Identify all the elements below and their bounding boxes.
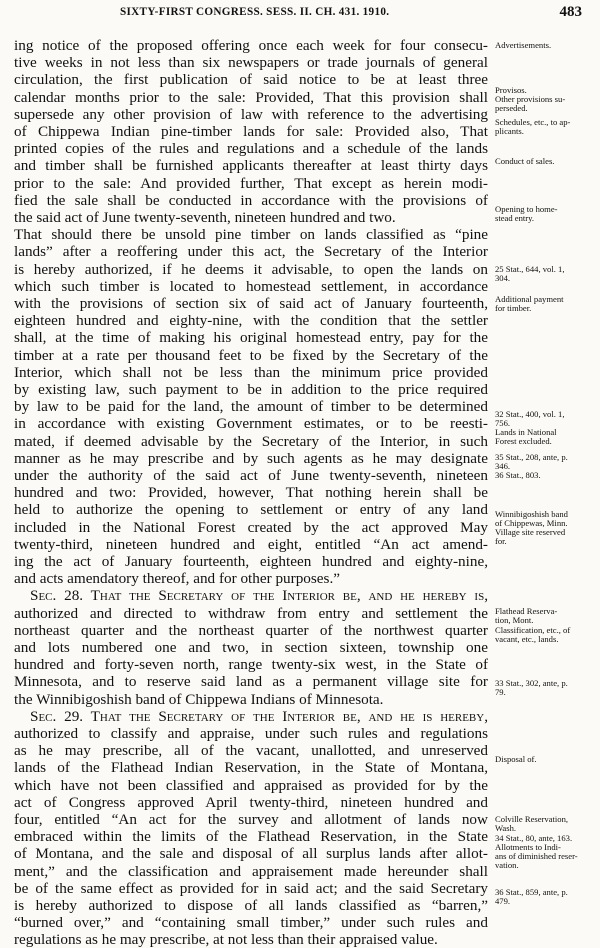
margin-note: vation.	[495, 860, 519, 870]
margin-note: Classification, etc., of	[495, 625, 571, 635]
page-number: 483	[559, 4, 582, 20]
text-line: the said act of June twenty-seventh, nineteen hundred and two.	[14, 209, 396, 226]
text-line: shall, at the time of making his original homestead entry, pay for the	[14, 329, 488, 347]
text-line: printed copies of the rules and regulations and a schedule of the lands	[14, 140, 488, 158]
margin-note: for.	[495, 536, 507, 546]
text-line: mated, if deemed advisable by the Secretary of the Interior, in such	[14, 432, 488, 450]
margin-note: tion, Mont.	[495, 615, 534, 625]
margin-note: Forest excluded.	[495, 436, 552, 446]
margin-note: vacant, etc., lands.	[495, 634, 559, 644]
margin-note: Colville Reservation,	[495, 814, 569, 824]
text-line: ing the act of January fourteenth, eighteen hundred and eighty-nine,	[14, 553, 488, 570]
margin-note: Opening to home-	[495, 204, 558, 214]
margin-note: 304.	[495, 273, 511, 283]
text-line: “burned over,” and “containing small timber,” under such rules and	[14, 914, 488, 932]
running-head: SIXTY-FIRST CONGRESS. SESS. II. CH. 431. 1910.	[120, 6, 390, 18]
text-line: authorized to classify and appraise, under such rules and regulations	[14, 725, 488, 742]
text-line: regulations as he may prescribe, at not less than their appraised value.	[14, 931, 438, 948]
text-line: act of Congress approved April twenty-third, nineteen hundred and	[14, 793, 488, 811]
margin-note: Provisos.	[495, 85, 527, 95]
text-line: embraced within the limits of the Flathead Reservation, in the State	[14, 828, 488, 846]
margin-note: Disposal of.	[495, 754, 537, 764]
text-line: the Winnibigoshish band of Chippewa Indians of Minnesota.	[14, 690, 384, 708]
text-line: is hereby authorized, if he deems it advisable, to open the lands on	[14, 260, 488, 278]
text-line: Interior, which shall not be less than the minimum price provided	[14, 363, 488, 381]
margin-note: Other provisions su-	[495, 94, 566, 104]
text-line: prior to the sale: And provided further, That except as herein modi-	[14, 174, 488, 192]
text-line: as he may prescribe, all of the vacant, unallotted, and unreserved	[14, 742, 488, 760]
text-line: and lots numbered one and two, in section sixteen, township one	[14, 639, 488, 656]
text-line: is hereby authorized to dispose of all lands classified as “barren,”	[14, 897, 488, 914]
text-line: in accordance with existing Government estimates, or to be reesti-	[14, 415, 488, 433]
text-line: be of the same effect as provided for in said act; and the said Secretary	[14, 879, 488, 897]
margin-note: of Chippewas, Minn.	[495, 518, 568, 528]
text-line: northeast quarter and the northeast quarter of the northwest quarter	[14, 621, 488, 639]
margin-note: 25 Stat., 644, vol. 1,	[495, 264, 565, 274]
text-line: by existing law, such payment to be in addition to the price required	[14, 381, 488, 398]
margin-note: stead entry.	[495, 213, 535, 223]
margin-note: Wash.	[495, 823, 517, 833]
margin-note: ans of diminished reser-	[495, 851, 578, 861]
margin-note: 479.	[495, 896, 511, 906]
running-header	[0, 6, 600, 26]
margin-note: Advertisements.	[495, 40, 552, 50]
text-line: That should there be unsold pine timber on lands classified as “pine	[14, 226, 488, 244]
text-line: lands of the Flathead Indian Reservation, in the State of Montana,	[14, 759, 488, 777]
text-line: by law to be paid for the land, the amount of timber to be determined	[14, 398, 488, 416]
margin-note: Lands in National	[495, 427, 557, 437]
margin-note: 756.	[495, 418, 511, 428]
text-line: hundred and forty-seven north, range twenty-six west, in the State of	[14, 656, 488, 674]
margin-note: plicants.	[495, 126, 524, 136]
margin-note: 33 Stat., 302, ante, p.	[495, 678, 568, 688]
margin-note: Allotments to Indi-	[495, 842, 561, 852]
text-line: circulation, the first publication of said notice to be at least three	[14, 71, 488, 89]
text-line: under the authority of the said act of June twenty-seventh, nineteen	[14, 467, 488, 484]
text-line: with the provisions of section six of said act of January fourteenth,	[14, 295, 488, 312]
margin-note: Village site reserved	[495, 527, 566, 537]
margin-note: 34 Stat., 80, ante, 163.	[495, 833, 573, 843]
margin-note: Additional payment	[495, 294, 564, 304]
text-line: Minnesota, and to reserve said land as a permanent village site for	[14, 673, 488, 691]
margin-note: 346.	[495, 461, 511, 471]
text-line: and timber shall be furnished applicants thereafter at least thirty days	[14, 157, 488, 175]
margin-note: Conduct of sales.	[495, 156, 555, 166]
text-line: timber at a rate per thousand feet to be fixed by the Secretary of the	[14, 346, 488, 364]
margin-note: Winnibigoshish band	[495, 509, 568, 519]
margin-note: 36 Stat., 803.	[495, 470, 541, 480]
text-line: supersede any other provision of law with reference to the advertising	[14, 105, 488, 123]
text-line: ment,” and the classification and appraisement made hereunder shall	[14, 862, 488, 880]
text-line: hundred and two: Provided, however, That nothing herein shall be	[14, 484, 488, 502]
text-line: manner as he may prescribe and by such agents as he may designate	[14, 449, 488, 467]
text-line: held to authorize the opening to settlement or entry of any land	[14, 501, 488, 519]
margin-note: 36 Stat., 859, ante, p.	[495, 887, 568, 897]
text-line: of Chippewa Indian pine-timber lands for sale: Provided also, That	[14, 123, 488, 140]
margin-note: for timber.	[495, 303, 532, 313]
text-line: included in the National Forest created by the act approved May	[14, 518, 488, 536]
text-line: eighteen hundred and eighty-nine, with the condition that the settler	[14, 312, 488, 330]
text-line: twenty-third, nineteen hundred and eight, entitled “An act amend-	[14, 535, 488, 553]
text-line: tive weeks in not less than six newspapers or trade journals of general	[14, 54, 488, 72]
section-29-start: Sec. 29. That the Secretary of the Interior be, and he is hereby,	[30, 707, 488, 725]
text-line: which such timber is located to homestead settlement, in accordance	[14, 277, 488, 295]
text-line: fied the sale shall be conducted in accordance with the provisions of	[14, 191, 488, 209]
margin-note: 79.	[495, 687, 506, 697]
section-28-start: Sec. 28. That the Secretary of the Interior be, and he hereby is,	[30, 587, 488, 605]
margin-note: 32 Stat., 400, vol. 1,	[495, 409, 565, 419]
text-line: four, entitled “An act for the survey and allotment of lands now	[14, 811, 488, 828]
text-line: ing notice of the proposed offering once each week for four consecu-	[14, 37, 488, 54]
text-line: of Montana, and the sale and disposal of all surplus lands after allot-	[14, 845, 488, 863]
text-line: which have not been classified and appraised as provided for by the	[14, 776, 488, 794]
text-line: authorized and directed to withdraw from entry and settlement the	[14, 604, 488, 622]
margin-note: Schedules, etc., to ap-	[495, 117, 571, 127]
margin-note: Flathead Reserva-	[495, 606, 558, 616]
text-line: calendar months prior to the sale: Provided, That this provision shall	[14, 88, 488, 106]
text-line: lands” after a reoffering under this act, the Secretary of the Interior	[14, 243, 488, 261]
text-line: and acts amendatory thereof, and for other purposes.”	[14, 570, 340, 588]
margin-note: perseded.	[495, 103, 528, 113]
margin-note: 35 Stat., 208, ante, p.	[495, 452, 568, 462]
